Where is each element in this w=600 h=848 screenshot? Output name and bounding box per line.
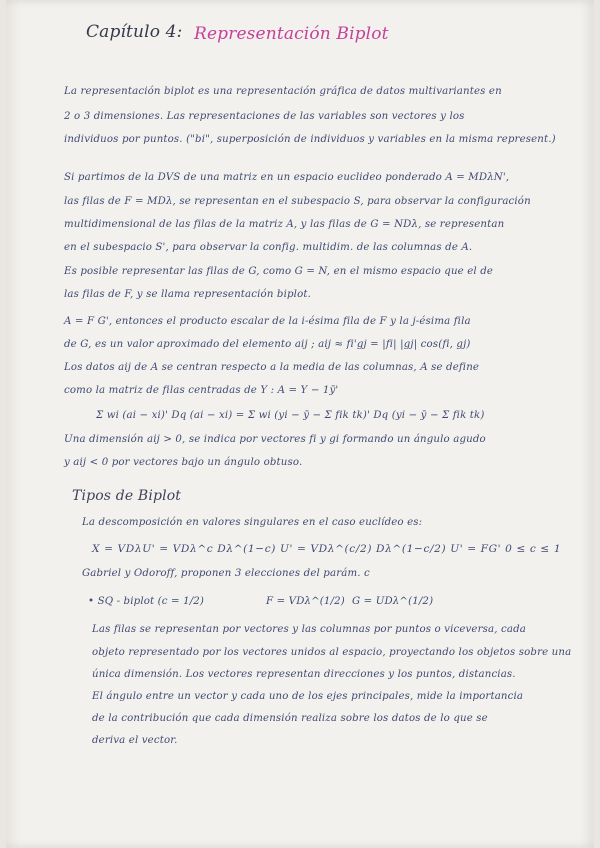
paragraph-angle-line: y aij < 0 por vectores bajo un ángulo obtuso. xyxy=(64,457,303,468)
formula-svd: X = VDλU' = VDλ^c Dλ^(1−c) U' = VDλ^(c/2) Dλ^(1−c/2) U' = FG' 0 ≤ c ≤ 1 xyxy=(92,543,562,555)
paragraph-rows-line: única dimensión. Los vectores representan direcciones y los puntos, distancias. xyxy=(92,669,516,680)
paragraph-product-line: Los datos aij de A se centran respecto a la media de las columnas, A se define xyxy=(64,362,480,373)
paragraph-rows-line: de la contribución que cada dimensión realiza sobre los datos de lo que se xyxy=(92,713,488,724)
paragraph-dvs-line: multidimensional de las filas de la matriz A, y las filas de G = NDλ, se representan xyxy=(64,219,505,230)
bullet-sq-biplot xyxy=(88,596,204,607)
paragraph-dvs-line: las filas de F, y se llama representación biplot. xyxy=(64,289,311,300)
paragraph-dvs-line: las filas de F = MDλ, se representan en el subespacio S, para observar la configuración xyxy=(64,196,531,207)
section-title-tipos: Tipos de Biplot xyxy=(72,488,182,504)
bullet-dot-icon: • xyxy=(88,596,98,607)
paragraph-dvs-line: Si partimos de la DVS de una matriz en un espacio euclideo ponderado A = MDλN', xyxy=(64,172,510,183)
chapter-title-prefix: Capítulo 4: xyxy=(86,22,183,42)
paragraph-rows-line: objeto representado por los vectores unidos al espacio, proyectando los objetos sobre una xyxy=(92,647,572,658)
paragraph-rows-line: deriva el vector. xyxy=(92,735,178,746)
bullet-sq-label: SQ - biplot (c = 1/2) xyxy=(97,596,205,607)
notebook-page xyxy=(6,0,594,848)
paragraph-rows-line: El ángulo entre un vector y cada uno de los ejes principales, mide la importancia xyxy=(92,691,524,702)
paragraph-rows-line: Las filas se representan por vectores y las columnas por puntos o viceversa, cada xyxy=(92,624,526,635)
formula-f: F = VDλ^(1/2) xyxy=(266,596,345,607)
paragraph-dvs-line: Es posible representar las filas de G, como G = N, en el mismo espacio que el de xyxy=(64,266,494,277)
formula-weighted-sum: Σ wi (ai − xi)' Dq (ai − xi) = Σ wi (yi − ȳ − Σ fik tk)' Dq (yi − ȳ − Σ fik tk) xyxy=(96,410,485,421)
paragraph-svd-intro: La descomposición en valores singulares en el caso euclídeo es: xyxy=(82,517,423,528)
chapter-title-name: Representación Biplot xyxy=(194,24,389,44)
paragraph-product-line: de G, es un valor aproximado del elemento aij ; aij ≈ fi'gj = |fi| |gj| cos(fi, gj) xyxy=(64,339,471,350)
paragraph-gabriel: Gabriel y Odoroff, proponen 3 elecciones del parám. c xyxy=(82,568,370,579)
paragraph-definition-line: individuos por puntos. ("bi", superposición de individuos y variables en la misma represent.) xyxy=(64,134,556,145)
formula-g: G = UDλ^(1/2) xyxy=(352,596,434,607)
paragraph-angle-line: Una dimensión aij > 0, se indica por vectores fi y gi formando un ángulo agudo xyxy=(64,434,486,445)
paragraph-product-line: A = F G', entonces el producto escalar de la i-ésima fila de F y la j-ésima fila xyxy=(64,316,471,327)
paragraph-definition-line: La representación biplot es una representación gráfica de datos multivariantes en xyxy=(64,86,502,97)
paragraph-product-line: como la matriz de filas centradas de Y : A = Y − 1ȳ' xyxy=(64,385,339,396)
paragraph-definition-line: 2 o 3 dimensiones. Las representaciones de las variables son vectores y los xyxy=(64,111,465,122)
paragraph-dvs-line: en el subespacio S', para observar la config. multidim. de las columnas de A. xyxy=(64,242,473,253)
